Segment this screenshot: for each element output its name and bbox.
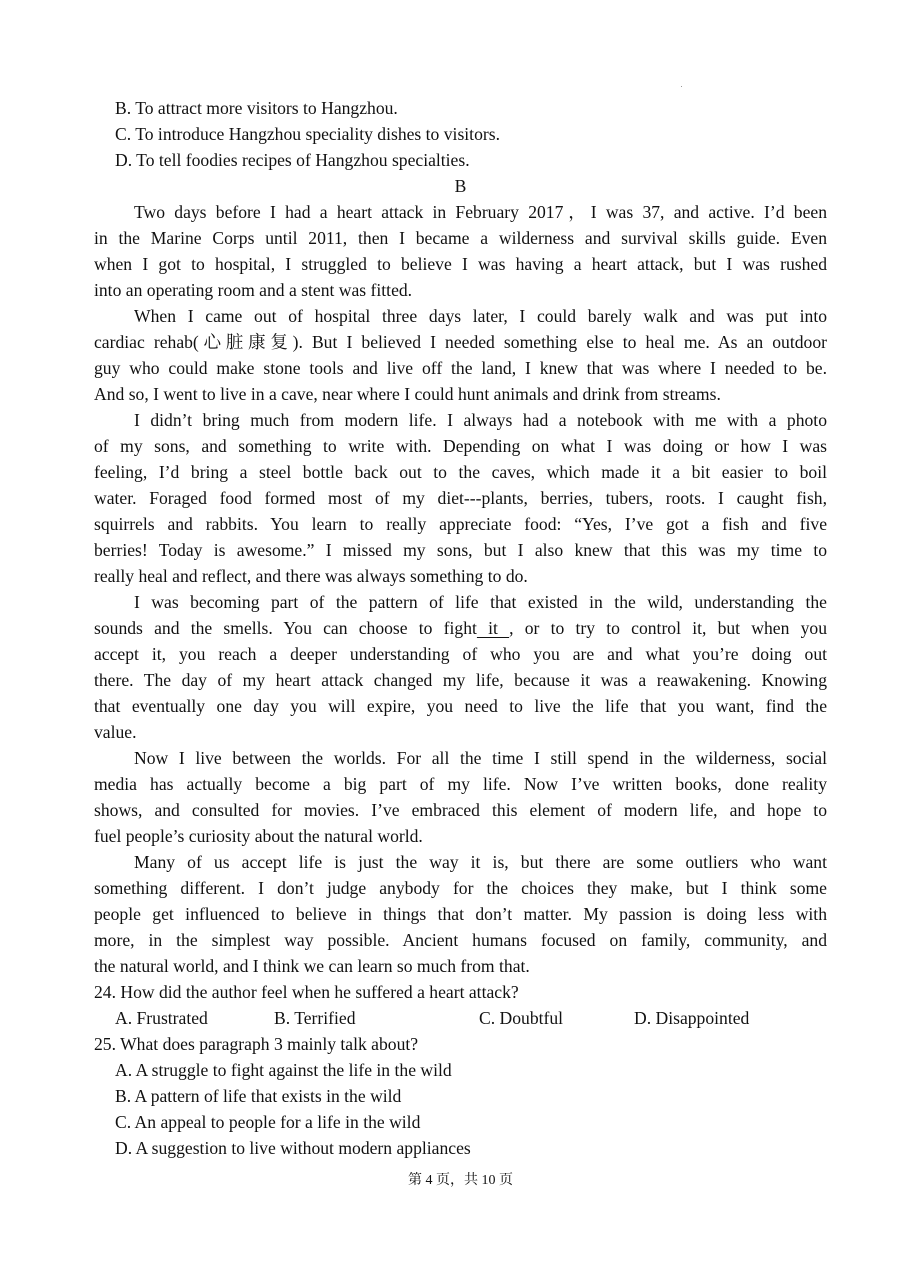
passage-p6-line: something different. I don’t judge anybody for the choices they make, but I think some xyxy=(94,878,827,898)
passage-p4-line: accept it, you reach a deeper understanding of who you are and what you’re doing out xyxy=(94,644,827,664)
passage-p6-line: more, in the simplest way possible. Ancient humans focused on family, community, and xyxy=(94,930,827,950)
passage-p1-line: when I got to hospital, I struggled to believe I was having a heart attack, but I was rushed xyxy=(94,254,827,274)
passage-p5-line: shows, and consulted for movies. I’ve embraced this element of modern life, and hope to xyxy=(94,800,827,820)
q25-option-b: B. A pattern of life that exists in the wild xyxy=(115,1086,402,1106)
passage-p4-line: I was becoming part of the pattern of life that existed in the wild, understanding the xyxy=(134,592,827,612)
passage-p1-line: into an operating room and a stent was fitted. xyxy=(94,280,413,300)
passage-p3-line: feeling, I’d bring a steel bottle back out to the caves, which made it a bit easier to boil xyxy=(94,462,827,482)
q25-option-a: A. A struggle to fight against the life in the wild xyxy=(115,1060,452,1080)
passage-p3-line: of my sons, and something to write with. Depending on what I was doing or how I was xyxy=(94,436,827,456)
passage-p3-line: berries! Today is awesome.” I missed my sons, but I also knew that this was my time to xyxy=(94,540,827,560)
passage-p6-line: Many of us accept life is just the way it is, but there are some outliers who want xyxy=(134,852,827,872)
passage-p4-line: value. xyxy=(94,722,137,742)
q24-stem: 24. How did the author feel when he suffered a heart attack? xyxy=(94,982,519,1002)
p4-text-before: sounds and the smells. You can choose to fight xyxy=(94,618,477,638)
passage-p5-line: fuel people’s curiosity about the natural world. xyxy=(94,826,423,846)
q24-option-c: C. Doubtful xyxy=(479,1008,564,1028)
passage-p1-line: Two days before I had a heart attack in February 2017，I was 37, and active. I’d been xyxy=(134,202,827,222)
q23-option-b: B. To attract more visitors to Hangzhou. xyxy=(115,98,398,118)
q24-option-a: A. Frustrated xyxy=(115,1008,208,1028)
passage-p2-line: And so, I went to live in a cave, near where I could hunt animals and drink from streams. xyxy=(94,384,721,404)
q24-options xyxy=(94,1005,827,1031)
q25-option-c: C. An appeal to people for a life in the wild xyxy=(115,1112,421,1132)
section-label: B xyxy=(454,176,467,196)
underlined-it: it xyxy=(476,618,510,638)
page-footer: 第 4 页，共 10 页 xyxy=(408,1173,513,1188)
q25-stem: 25. What does paragraph 3 mainly talk about? xyxy=(94,1034,419,1054)
passage-p2-line: cardiac rehab(心脏康复). But I believed I needed something else to heal me. As an outdoor xyxy=(94,332,827,352)
q24-option-b: B. Terrified xyxy=(274,1008,356,1028)
q23-option-c: C. To introduce Hangzhou speciality dishes to visitors. xyxy=(115,124,500,144)
passage-p6-line: the natural world, and I think we can learn so much from that. xyxy=(94,956,530,976)
q24-option-d: D. Disappointed xyxy=(634,1008,750,1028)
q25-option-d: D. A suggestion to live without modern appliances xyxy=(115,1138,471,1158)
passage-p5-line: Now I live between the worlds. For all the time I still spend in the wilderness, social xyxy=(134,748,827,768)
passage-p2-line: When I came out of hospital three days later, I could barely walk and was put into xyxy=(134,306,827,326)
q23-option-d: D. To tell foodies recipes of Hangzhou specialties. xyxy=(115,150,470,170)
passage-p4-line: there. The day of my heart attack changed my life, because it was a reawakening. Knowing xyxy=(94,670,827,690)
passage-p3-line: I didn’t bring much from modern life. I always had a notebook with me with a photo xyxy=(134,410,827,430)
passage-p2-line: guy who could make stone tools and live off the land, I knew that was where I needed to be. xyxy=(94,358,827,378)
passage-p4-line: that eventually one day you will expire, you need to live the life that you want, find the xyxy=(94,696,827,716)
passage-p6-line: people get influenced to believe in things that don’t matter. My passion is doing less with xyxy=(94,904,827,924)
scan-dot xyxy=(681,86,682,87)
passage-p3-line: really heal and reflect, and there was always something to do. xyxy=(94,566,528,586)
passage-p3-line: squirrels and rabbits. You learn to really appreciate food: “Yes, I’ve got a fish and five xyxy=(94,514,827,534)
passage-p3-line: water. Foraged food formed most of my diet---plants, berries, tubers, roots. I caught fish, xyxy=(94,488,827,508)
p4-text-after: , or to try to control it, but when you xyxy=(509,618,827,638)
passage-p1-line: in the Marine Corps until 2011, then I became a wilderness and survival skills guide. Even xyxy=(94,228,827,248)
passage-p5-line: media has actually become a big part of my life. Now I’ve written books, done reality xyxy=(94,774,827,794)
passage-p4-line-with-blank xyxy=(94,615,827,641)
